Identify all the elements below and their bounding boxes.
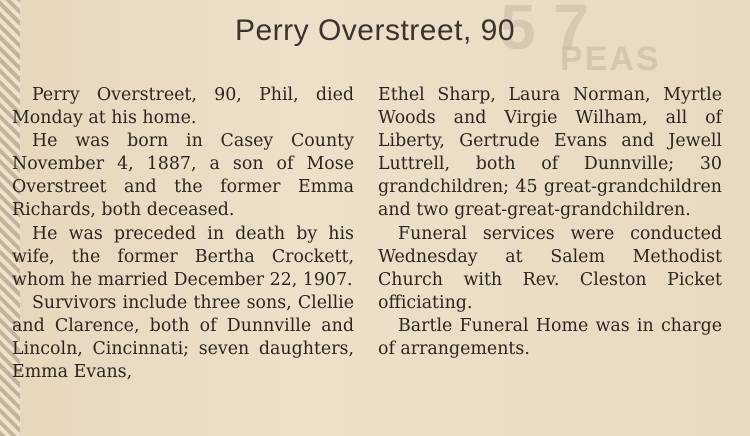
obituary-headline: Perry Overstreet, 90 — [234, 14, 516, 47]
paragraph: Bartle Funeral Home was in charge of arrangements. — [378, 315, 722, 360]
paragraph: He was born in Casey County November 4, 1887, a son of Mose Overstreet and the former Emma Richards, both deceased. — [12, 131, 354, 221]
bleed-through-print: PEAS — [560, 40, 661, 78]
left-column — [12, 84, 354, 384]
bleed-through-print: 5 7 — [500, 0, 589, 63]
paragraph: Ethel Sharp, Laura Norman, Myrtle Woods and Virgie Wilham, all of Liberty, Gertrude Evans and Jewell Luttrell, both of Dunnville; 30 grandchildren; 45 great-grandchildren and two great-great-grandchildren. — [378, 85, 722, 221]
paragraph: Survivors include three sons, Clellie and Clarence, both of Dunnville and Lincoln, Cincinnati; seven daughters, Emma Evans, — [12, 292, 354, 383]
paragraph: He was preceded in death by his wife, the former Bertha Crockett, whom he married December 22, 1907. — [12, 223, 354, 290]
right-column — [378, 84, 722, 361]
paragraph: Funeral services were conducted Wednesday at Salem Methodist Church with Rev. Cleston Picket officiating. — [378, 223, 722, 313]
paragraph: Perry Overstreet, 90, Phil, died Monday at his home. — [12, 85, 354, 129]
